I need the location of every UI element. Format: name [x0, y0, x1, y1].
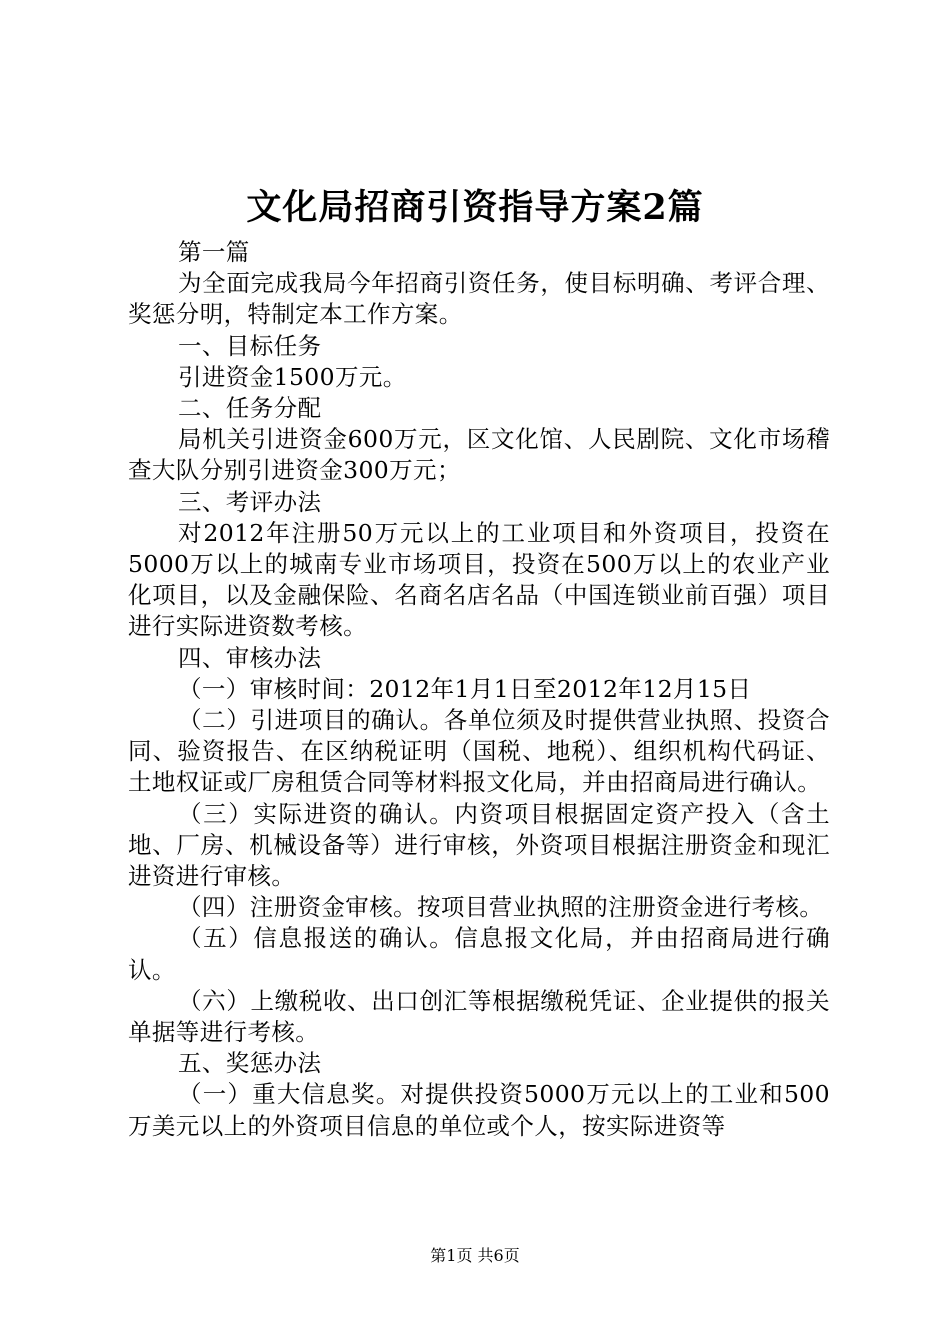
paragraph-evaluation: 对2012年注册50万元以上的工业项目和外资项目，投资在5000万以上的城南专业市场项目，投资在500万以上的农业产业化项目，以及金融保险、名商名店名品（中国连锁业前百强）项目进行实际进资数考核。 [128, 518, 830, 641]
page-footer: 第1页 共6页 [430, 1246, 520, 1265]
paragraph-review-time: （一）审核时间：2012年1月1日至2012年12月15日 [178, 674, 752, 703]
paragraph-investment-confirmation: （三）实际进资的确认。内资项目根据固定资产投入（含土地、厂房、机械设备等）进行审核，外资项目根据注册资金和现汇进资进行审核。 [128, 799, 830, 891]
heading-review: 四、审核办法 [178, 643, 322, 672]
heading-goal: 一、目标任务 [178, 331, 322, 360]
paragraph-major-info-award: （一）重大信息奖。对提供投资5000万元以上的工业和500万美元以上的外资项目信息的单位或个人，按实际进资等 [128, 1080, 830, 1140]
section-label-first: 第一篇 [178, 238, 250, 266]
paragraph-task-allocation: 局机关引进资金600万元，区文化馆、人民剧院、文化市场稽查大队分别引进资金300万元； [128, 425, 830, 485]
document-title: 文化局招商引资指导方案2篇 [246, 187, 704, 228]
intro-paragraph: 为全面完成我局今年招商引资任务，使目标明确、考评合理、奖惩分明，特制定本工作方案。 [128, 269, 830, 329]
heading-task-allocation: 二、任务分配 [178, 394, 322, 423]
paragraph-goal-amount: 引进资金1500万元。 [178, 362, 407, 391]
paragraph-project-confirmation: （二）引进项目的确认。各单位须及时提供营业执照、投资合同、验资报告、在区纳税证明（国税、地税）、组织机构代码证、土地权证或厂房租赁合同等材料报文化局，并由招商局进行确认。 [128, 706, 830, 797]
paragraph-tax-review: （六）上缴税收、出口创汇等根据缴税凭证、企业提供的报关单据等进行考核。 [128, 986, 830, 1047]
document-body [128, 237, 830, 1142]
heading-rewards: 五、奖惩办法 [178, 1049, 322, 1078]
paragraph-capital-review: （四）注册资金审核。按项目营业执照的注册资金进行考核。 [178, 893, 824, 922]
heading-evaluation: 三、考评办法 [178, 487, 322, 516]
paragraph-info-confirmation: （五）信息报送的确认。信息报文化局，并由招商局进行确认。 [128, 924, 830, 984]
